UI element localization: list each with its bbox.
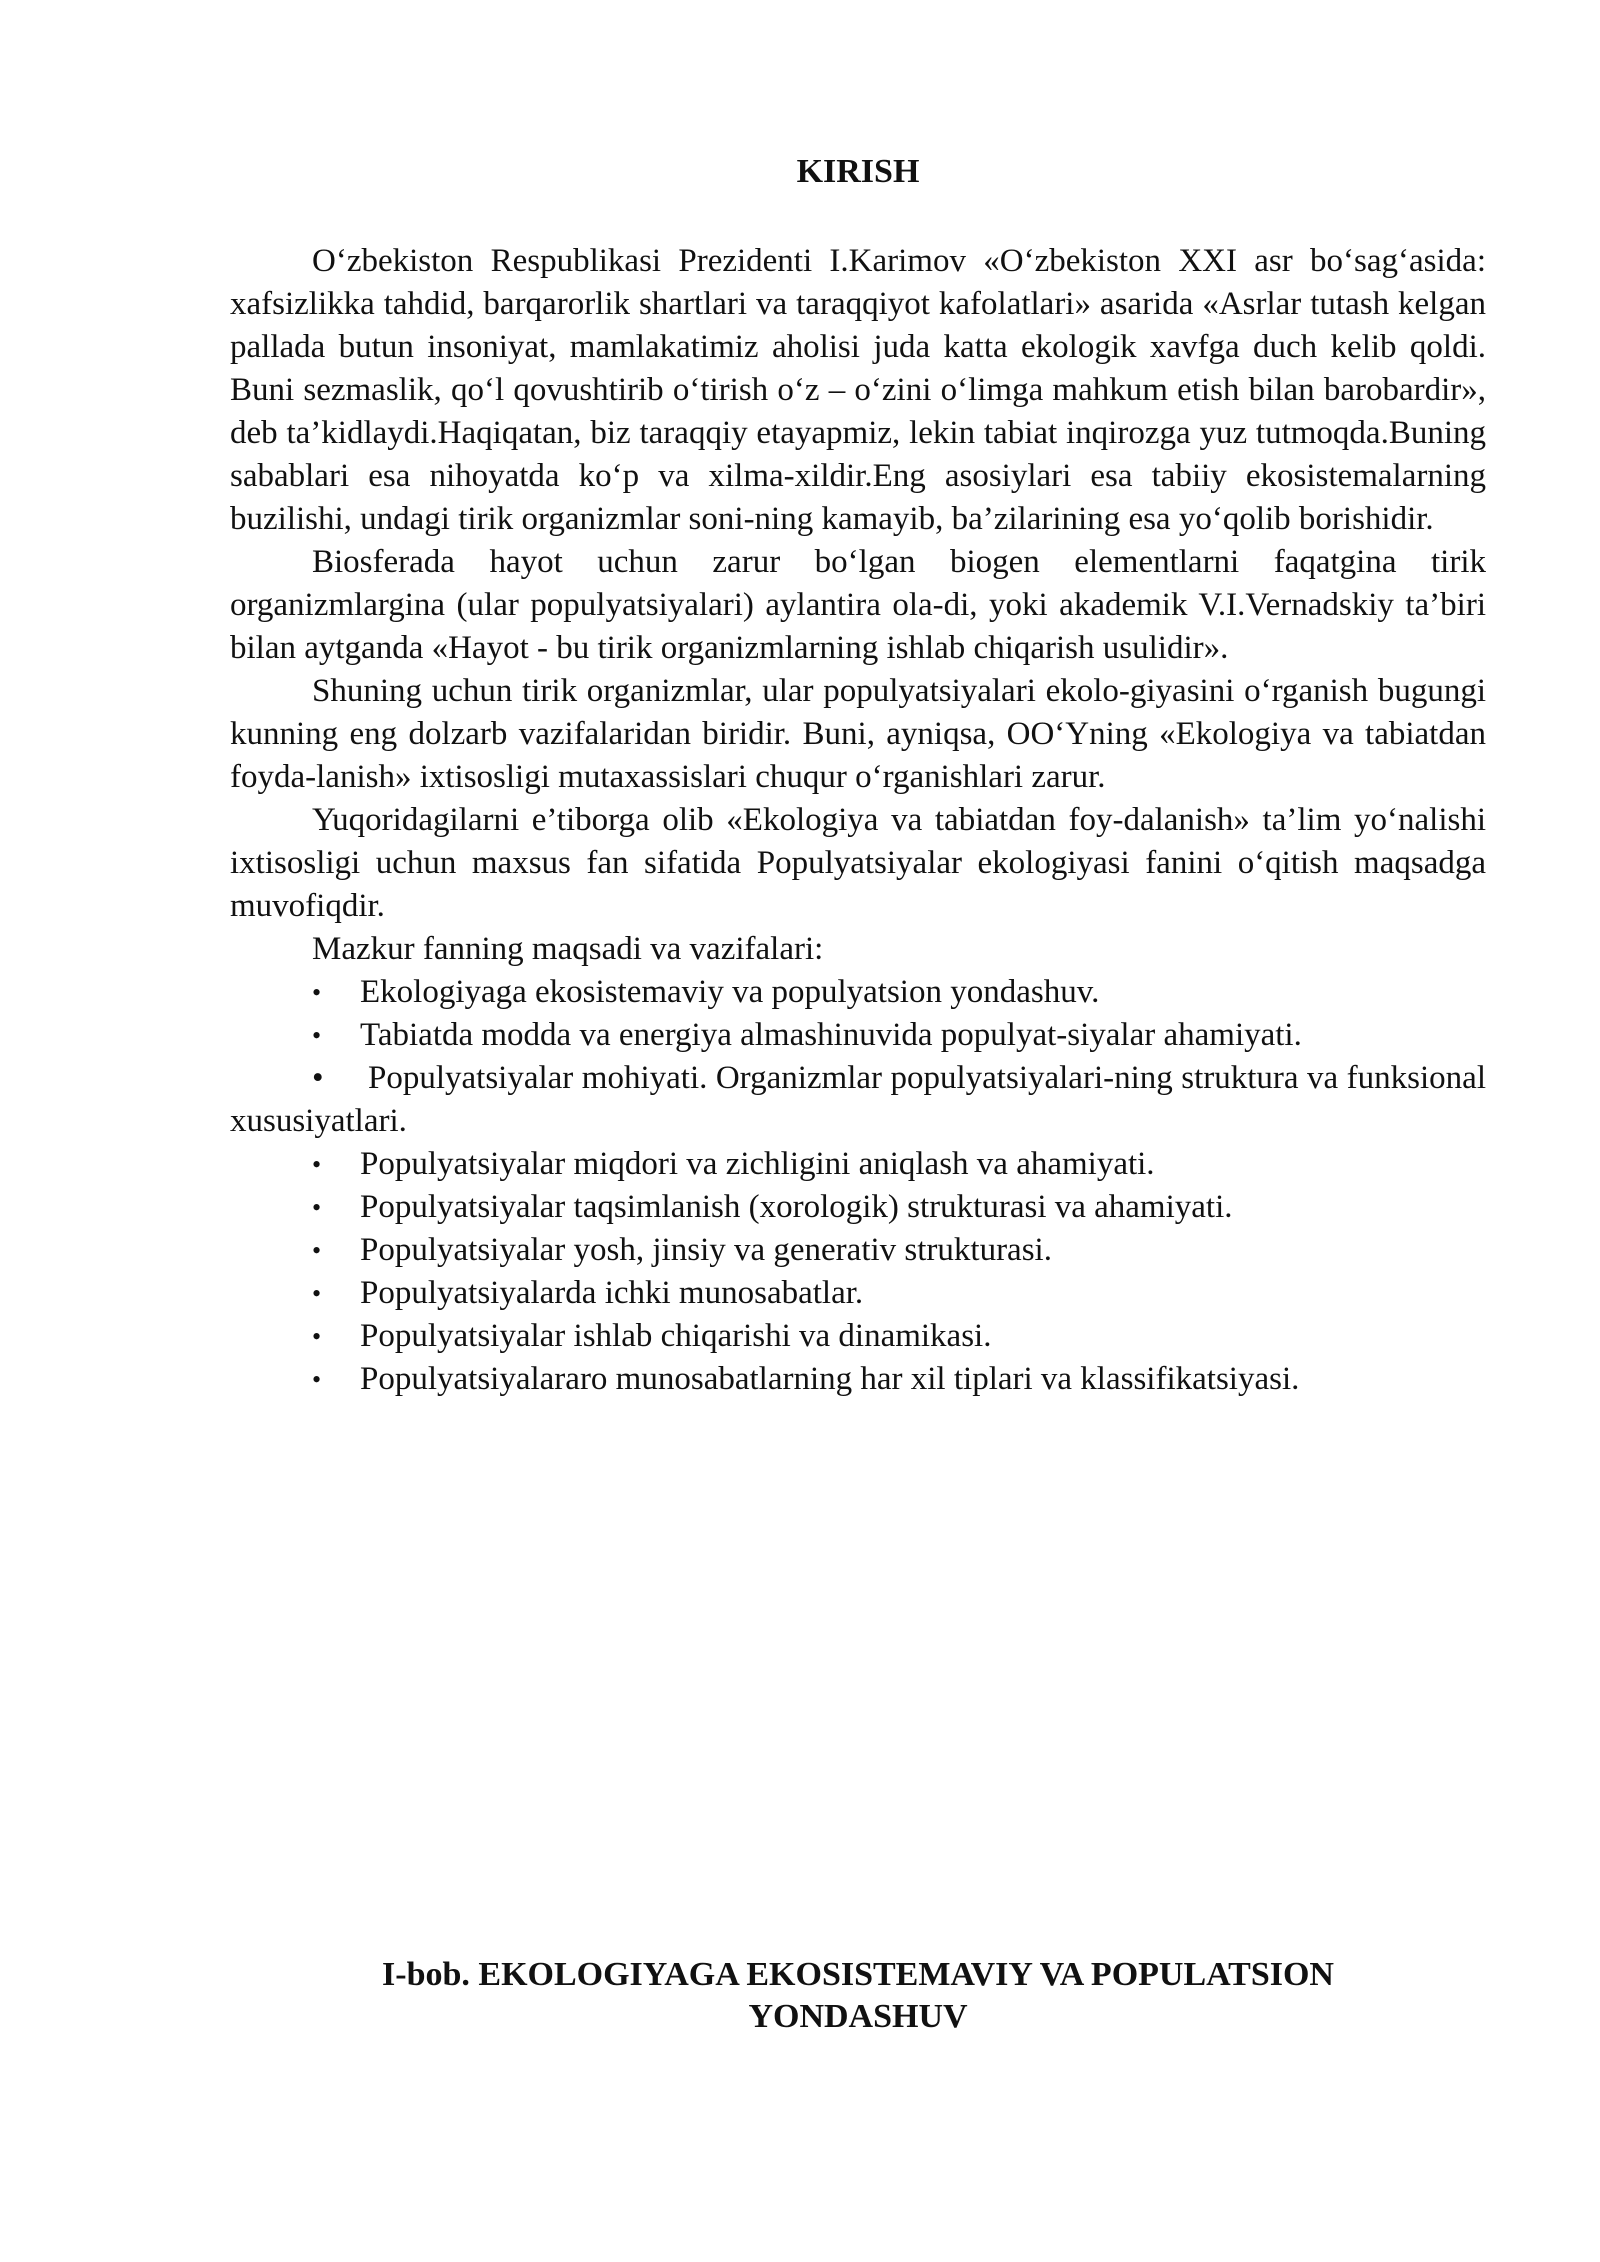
list-item <box>230 1057 1486 1143</box>
list-item <box>230 1315 1486 1358</box>
bullet-icon: • <box>312 1150 322 1179</box>
list-item-text: Populyatsiyalar yosh, jinsiy va generativ strukturasi. <box>360 1232 1052 1268</box>
goals-intro: Mazkur fanning maqsadi va vazifalari: <box>312 931 824 967</box>
paragraph: O‘zbekiston Respublikasi Prezidenti I.Karimov «O‘zbekiston XXI asr bo‘sag‘asida: xafsizlikka tahdid, barqarorlik shartlari va taraqqiyot kafolatlari» asarida «Asrlar tutash kelgan pallada butun insoniyat, mamlakatimiz aholisi juda katta ekologik xavfga duch kelib qoldi. Buni sezmaslik, qo‘l qovushtirib o‘tirish o‘z – o‘zini o‘limga mahkum etish bilan barobardir», deb ta’kidlaydi.Haqiqatan, biz taraqqiy etayapmiz, lekin tabiat inqirozga yuz tutmoqda.Buning sabablari esa nihoyatda ko‘p va xilma-xildir.Eng asosiylari esa tabiiy ekosistemalarning buzilishi, undagi tirik organizmlar soni-ning kamayib, ba’zilarining esa yo‘qolib borishidir. <box>230 243 1486 537</box>
bullet-icon: • <box>312 1021 322 1050</box>
bullet-icon: • <box>312 1365 322 1394</box>
list-item-text: Populyatsiyalar ishlab chiqarishi va dinamikasi. <box>360 1318 992 1354</box>
paragraph: Biosferada hayot uchun zarur bo‘lgan biogen elementlarni faqatgina tirik organizmlargina (ular populyatsiyalari) aylantira ola-di, yoki akademik V.I.Vernadskiy ta’biri bilan aytganda «Hayot - bu tirik organizmlarning ishlab chiqarish usulidir». <box>230 544 1486 666</box>
body-text <box>230 240 1486 1401</box>
bullet-icon: • <box>312 1236 322 1265</box>
chapter-heading <box>230 1954 1486 2038</box>
list-item-text: Tabiatda modda va energiya almashinuvida populyat-siyalar ahamiyati. <box>360 1017 1302 1053</box>
list-item <box>230 1186 1486 1229</box>
bullet-icon: • <box>312 978 322 1007</box>
goals-list <box>230 971 1486 1401</box>
list-item <box>230 971 1486 1014</box>
bullet-icon: • <box>312 1279 322 1308</box>
list-item <box>230 1229 1486 1272</box>
list-item <box>230 1358 1486 1401</box>
section-heading: KIRISH <box>796 153 920 190</box>
paragraph: Shuning uchun tirik organizmlar, ular populyatsiyalari ekolo-giyasini o‘rganish bugungi kunning eng dolzarb vazifalaridan biridir. Buni, ayniqsa, OO‘Yning «Ekologiya va tabiatdan foyda-lanish» ixtisosligi mutaxassislari chuqur o‘rganishlari zarur. <box>230 673 1486 795</box>
list-item-text: Populyatsiyalarda ichki munosabatlar. <box>360 1275 864 1311</box>
paragraph: Yuqoridagilarni e’tiborga olib «Ekologiya va tabiatdan foy-dalanish» ta’lim yo‘nalishi ixtisosligi uchun maxsus fan sifatida Populyatsiyalar ekologiyasi fanini o‘qitish maqsadga muvofiqdir. <box>230 802 1486 924</box>
list-item-text: Populyatsiyalararo munosabatlarning har xil tiplari va klassifikatsiyasi. <box>360 1361 1300 1397</box>
list-item-text: Populyatsiyalar taqsimlanish (xorologik) strukturasi va ahamiyati. <box>360 1189 1233 1225</box>
list-item-text: Ekologiyaga ekosistemaviy va populyatsion yondashuv. <box>360 974 1100 1010</box>
list-item-text: Populyatsiyalar mohiyati. Organizmlar populyatsiyalari-ning struktura va funksional xususiyatlari. <box>230 1060 1486 1139</box>
list-item <box>230 1143 1486 1186</box>
bullet-icon: • <box>312 1193 322 1222</box>
list-item-text: Populyatsiyalar miqdori va zichligini aniqlash va ahamiyati. <box>360 1146 1155 1182</box>
list-item <box>230 1014 1486 1057</box>
chapter-heading-line: YONDASHUV <box>748 1998 968 2035</box>
bullet-icon: • <box>312 1322 322 1351</box>
list-item <box>230 1272 1486 1315</box>
chapter-heading-line: I-bob. EKOLOGIYAGA EKOSISTEMAVIY VA POPULATSION <box>382 1956 1334 1993</box>
bullet-icon: • <box>312 1060 324 1096</box>
